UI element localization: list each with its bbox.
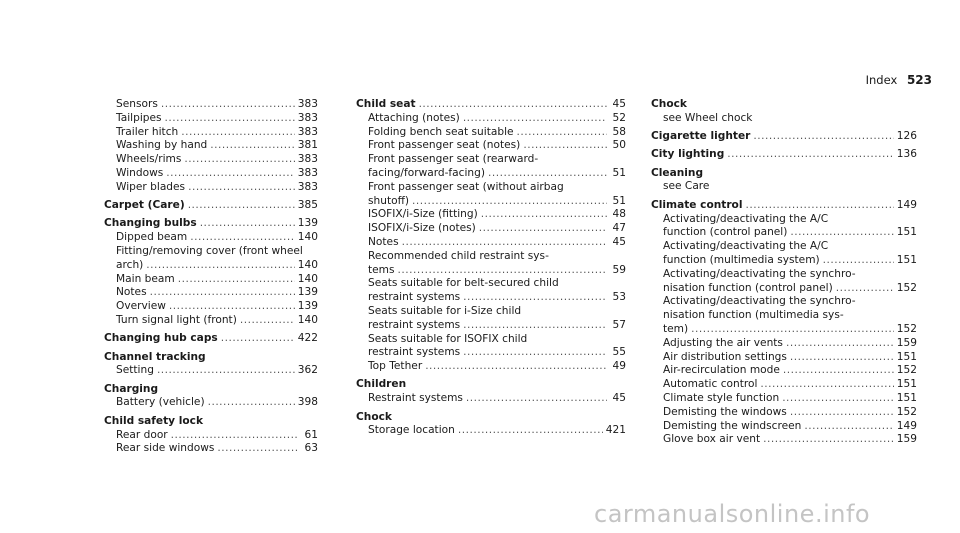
entry-label: Storage location bbox=[368, 424, 455, 437]
entry-label: see Wheel chock bbox=[663, 111, 753, 124]
page-reference: 139 bbox=[297, 300, 318, 313]
page-reference: 58 bbox=[612, 125, 626, 138]
entry-label: Battery (vehicle) bbox=[116, 396, 205, 409]
page-reference: 57 bbox=[612, 318, 626, 331]
index-subentry bbox=[356, 139, 626, 153]
index-subentry bbox=[104, 139, 318, 153]
entry-label: Charging bbox=[104, 382, 159, 395]
entry-label: Windows bbox=[116, 166, 164, 179]
index-subentry bbox=[356, 222, 626, 236]
section-title: Index bbox=[865, 73, 898, 87]
index-subentry bbox=[356, 195, 626, 209]
entry-label: Notes bbox=[116, 286, 147, 299]
page-reference: 45 bbox=[612, 235, 626, 248]
entry-label: Adjusting the air vents bbox=[663, 336, 783, 349]
index-subentry bbox=[104, 259, 318, 273]
page-reference: 383 bbox=[297, 111, 318, 124]
index-column-3 bbox=[651, 98, 917, 447]
dot-leader bbox=[481, 208, 607, 222]
entry-label: Wiper blades bbox=[116, 180, 186, 193]
entry-label: Activating/deactivating the A/C bbox=[663, 212, 829, 225]
dot-leader bbox=[210, 139, 294, 153]
index-subentry bbox=[104, 98, 318, 112]
index-heading bbox=[356, 411, 626, 425]
dot-leader bbox=[190, 231, 295, 245]
entry-label: tems bbox=[368, 263, 395, 276]
index-column-2 bbox=[356, 98, 626, 438]
index-heading bbox=[651, 199, 917, 213]
entry-label: Climate style function bbox=[663, 391, 780, 404]
dot-leader bbox=[150, 286, 295, 300]
entry-label: restraint systems bbox=[368, 346, 461, 359]
page-reference: 152 bbox=[896, 364, 917, 377]
dot-leader bbox=[691, 323, 894, 337]
entry-label: Changing hub caps bbox=[104, 332, 218, 345]
index-subentry bbox=[104, 314, 318, 328]
index-subentry bbox=[104, 167, 318, 181]
dot-leader bbox=[169, 300, 295, 314]
index-subentry-line bbox=[651, 295, 917, 309]
dot-leader bbox=[181, 126, 295, 140]
page-reference: 383 bbox=[297, 153, 318, 166]
page-reference: 149 bbox=[896, 198, 917, 211]
entry-label: Tailpipes bbox=[116, 111, 162, 124]
dot-leader bbox=[165, 112, 295, 126]
dot-leader bbox=[823, 254, 894, 268]
dot-leader bbox=[217, 442, 299, 456]
page-reference: 139 bbox=[297, 286, 318, 299]
index-subentry bbox=[104, 286, 318, 300]
index-subentry bbox=[651, 406, 917, 420]
page-reference: 45 bbox=[612, 392, 626, 405]
dot-leader bbox=[157, 364, 295, 378]
entry-label: Activating/deactivating the A/C bbox=[663, 240, 829, 253]
index-subentry-line bbox=[651, 112, 917, 126]
dot-leader bbox=[178, 273, 295, 287]
entry-label: Front passenger seat (rearward- bbox=[368, 153, 539, 166]
entry-label: Restraint systems bbox=[368, 392, 463, 405]
index-subentry-line bbox=[104, 245, 318, 259]
index-subentry bbox=[356, 319, 626, 333]
dot-leader bbox=[479, 222, 607, 236]
page-reference: 383 bbox=[297, 180, 318, 193]
index-subentry bbox=[104, 442, 318, 456]
entry-label: function (multimedia system) bbox=[663, 253, 820, 266]
page-reference: 59 bbox=[612, 263, 626, 276]
index-subentry bbox=[356, 264, 626, 278]
dot-leader bbox=[161, 98, 295, 112]
entry-label: ISOFIX/i-Size (notes) bbox=[368, 222, 476, 235]
index-subentry bbox=[104, 429, 318, 443]
entry-label: Air-recirculation mode bbox=[663, 364, 780, 377]
index-heading bbox=[651, 98, 917, 112]
entry-label: Seats suitable for belt-secured child bbox=[368, 277, 559, 290]
page-reference: 151 bbox=[896, 253, 917, 266]
index-heading bbox=[104, 199, 318, 213]
index-subentry bbox=[356, 112, 626, 126]
index-subentry bbox=[356, 167, 626, 181]
page-reference: 151 bbox=[896, 391, 917, 404]
page-reference: 51 bbox=[612, 194, 626, 207]
page-reference: 152 bbox=[896, 281, 917, 294]
entry-label: Front passenger seat (without airbag bbox=[368, 180, 564, 193]
index-subentry bbox=[651, 254, 917, 268]
index-subentry bbox=[104, 126, 318, 140]
entry-label: Chock bbox=[356, 410, 392, 423]
index-subentry bbox=[356, 360, 626, 374]
page-reference: 151 bbox=[896, 350, 917, 363]
dot-leader bbox=[146, 259, 294, 273]
entry-label: nisation function (multimedia sys- bbox=[663, 309, 844, 322]
page-reference: 63 bbox=[304, 442, 318, 455]
index-heading bbox=[104, 332, 318, 346]
entry-label: Automatic control bbox=[663, 378, 758, 391]
entry-label: Dipped beam bbox=[116, 231, 188, 244]
entry-label: Rear door bbox=[116, 428, 168, 441]
entry-label: Cleaning bbox=[651, 166, 704, 179]
index-subentry bbox=[104, 231, 318, 245]
entry-label: Wheels/rims bbox=[116, 153, 182, 166]
dot-leader bbox=[760, 378, 893, 392]
entry-label: Folding bench seat suitable bbox=[368, 125, 514, 138]
index-heading bbox=[651, 130, 917, 144]
page-reference: 140 bbox=[297, 313, 318, 326]
index-subentry bbox=[651, 433, 917, 447]
entry-label: nisation function (control panel) bbox=[663, 281, 833, 294]
entry-label: Sensors bbox=[116, 98, 158, 110]
index-subentry bbox=[104, 364, 318, 378]
entry-label: restraint systems bbox=[368, 291, 461, 304]
entry-label: Seats suitable for ISOFIX child bbox=[368, 332, 528, 345]
dot-leader bbox=[523, 139, 607, 153]
entry-label: function (control panel) bbox=[663, 226, 788, 239]
index-subentry bbox=[651, 226, 917, 240]
index-heading bbox=[104, 217, 318, 231]
entry-label: Washing by hand bbox=[116, 139, 208, 152]
page-reference: 422 bbox=[297, 332, 318, 345]
entry-label: Setting bbox=[116, 364, 154, 377]
page-reference: 151 bbox=[896, 378, 917, 391]
page-reference: 50 bbox=[612, 139, 626, 152]
dot-leader bbox=[402, 236, 607, 250]
index-subentry-line bbox=[356, 250, 626, 264]
page-reference: 385 bbox=[297, 199, 318, 212]
entry-label: Demisting the windows bbox=[663, 405, 787, 418]
dot-leader bbox=[463, 291, 607, 305]
index-subentry bbox=[651, 364, 917, 378]
page-reference: 140 bbox=[297, 231, 318, 244]
dot-leader bbox=[517, 126, 607, 140]
page-reference: 139 bbox=[297, 217, 318, 230]
index-heading bbox=[104, 383, 318, 397]
dot-leader bbox=[804, 420, 893, 434]
dot-leader bbox=[463, 346, 607, 360]
index-subentry bbox=[356, 392, 626, 406]
index-subentry bbox=[356, 346, 626, 360]
index-column-1 bbox=[104, 98, 318, 456]
page-reference: 55 bbox=[612, 346, 626, 359]
entry-label: Front passenger seat (notes) bbox=[368, 139, 521, 152]
entry-label: Demisting the windscreen bbox=[663, 419, 802, 432]
page-reference: 152 bbox=[896, 405, 917, 418]
entry-label: ISOFIX/i-Size (fitting) bbox=[368, 208, 478, 221]
page-reference: 52 bbox=[612, 111, 626, 124]
page-reference: 140 bbox=[297, 258, 318, 271]
index-subentry-line bbox=[651, 213, 917, 227]
index-heading bbox=[356, 98, 626, 112]
page-reference: 383 bbox=[297, 166, 318, 179]
page-reference: 126 bbox=[896, 130, 917, 143]
entry-label: City lighting bbox=[651, 148, 725, 161]
entry-label: facing/forward-facing) bbox=[368, 166, 485, 179]
index-subentry bbox=[356, 208, 626, 222]
dot-leader bbox=[463, 112, 607, 126]
page-reference: 381 bbox=[297, 139, 318, 152]
page-reference: 421 bbox=[605, 424, 626, 437]
dot-leader bbox=[425, 360, 607, 374]
index-subentry-line bbox=[356, 181, 626, 195]
index-subentry-line bbox=[356, 333, 626, 347]
dot-leader bbox=[188, 199, 295, 213]
index-subentry-line bbox=[356, 277, 626, 291]
index-subentry-line bbox=[651, 309, 917, 323]
dot-leader bbox=[200, 217, 295, 231]
dot-leader bbox=[208, 396, 295, 410]
entry-label: Air distribution settings bbox=[663, 350, 787, 363]
page-reference: 49 bbox=[612, 360, 626, 373]
dot-leader bbox=[790, 406, 894, 420]
page-reference: 61 bbox=[304, 428, 318, 441]
index-subentry bbox=[651, 323, 917, 337]
dot-leader bbox=[836, 282, 894, 296]
dot-leader bbox=[783, 364, 894, 378]
entry-label: Channel tracking bbox=[104, 350, 206, 363]
entry-label: Activating/deactivating the synchro- bbox=[663, 295, 856, 308]
index-subentry-line bbox=[356, 153, 626, 167]
entry-label: Carpet (Care) bbox=[104, 199, 185, 212]
index-heading bbox=[356, 378, 626, 392]
page-reference: 136 bbox=[896, 148, 917, 161]
entry-label: Seats suitable for i-Size child bbox=[368, 304, 522, 317]
page-reference: 152 bbox=[896, 322, 917, 335]
dot-leader bbox=[188, 181, 295, 195]
dot-leader bbox=[488, 167, 607, 181]
entry-label: Climate control bbox=[651, 198, 743, 211]
entry-label: Turn signal light (front) bbox=[116, 313, 237, 326]
index-subentry bbox=[651, 378, 917, 392]
page-reference: 151 bbox=[896, 226, 917, 239]
page-header bbox=[866, 73, 932, 87]
dot-leader bbox=[221, 332, 295, 346]
index-subentry bbox=[651, 337, 917, 351]
entry-label: Child seat bbox=[356, 98, 416, 110]
dot-leader bbox=[398, 264, 607, 278]
entry-label: tem) bbox=[663, 322, 689, 335]
index-subentry bbox=[356, 291, 626, 305]
page-number: 523 bbox=[906, 73, 932, 87]
index-subentry bbox=[356, 424, 626, 438]
page-reference: 45 bbox=[612, 98, 626, 110]
dot-leader bbox=[184, 153, 294, 167]
index-heading bbox=[104, 415, 318, 429]
dot-leader bbox=[782, 392, 894, 406]
entry-label: Chock bbox=[651, 98, 687, 110]
dot-leader bbox=[763, 433, 894, 447]
page-reference: 383 bbox=[297, 125, 318, 138]
entry-label: Cigarette lighter bbox=[651, 130, 751, 143]
index-heading bbox=[651, 167, 917, 181]
entry-label: Children bbox=[356, 378, 407, 391]
index-heading bbox=[104, 351, 318, 365]
page-reference: 48 bbox=[612, 208, 626, 221]
index-subentry bbox=[651, 282, 917, 296]
index-subentry-line bbox=[651, 240, 917, 254]
page-reference: 398 bbox=[297, 396, 318, 409]
entry-label: Recommended child restraint sys- bbox=[368, 249, 549, 262]
dot-leader bbox=[727, 148, 893, 162]
page-reference: 149 bbox=[896, 419, 917, 432]
dot-leader bbox=[745, 199, 893, 213]
index-subentry bbox=[356, 126, 626, 140]
page-reference: 159 bbox=[896, 336, 917, 349]
entry-label: see Care bbox=[663, 180, 710, 193]
index-subentry-line bbox=[651, 268, 917, 282]
entry-label: Rear side windows bbox=[116, 442, 215, 455]
index-subentry-line bbox=[651, 180, 917, 194]
index-subentry bbox=[651, 351, 917, 365]
watermark: carmanualsonline.info bbox=[594, 500, 871, 528]
entry-label: Top Tether bbox=[368, 360, 423, 373]
dot-leader bbox=[458, 424, 603, 438]
index-subentry bbox=[651, 392, 917, 406]
page-reference: 383 bbox=[297, 98, 318, 110]
dot-leader bbox=[466, 392, 607, 406]
page-reference: 51 bbox=[612, 166, 626, 179]
entry-label: Fitting/removing cover (front wheel bbox=[116, 244, 303, 257]
index-subentry bbox=[104, 112, 318, 126]
dot-leader bbox=[166, 167, 294, 181]
entry-label: Main beam bbox=[116, 272, 175, 285]
dot-leader bbox=[753, 130, 893, 144]
dot-leader bbox=[412, 195, 607, 209]
entry-label: arch) bbox=[116, 258, 144, 271]
dot-leader bbox=[790, 226, 893, 240]
dot-leader bbox=[463, 319, 607, 333]
entry-label: restraint systems bbox=[368, 318, 461, 331]
page-reference: 159 bbox=[896, 433, 917, 446]
entry-label: Trailer hitch bbox=[116, 125, 179, 138]
dot-leader bbox=[171, 429, 299, 443]
entry-label: Overview bbox=[116, 300, 166, 313]
index-subentry bbox=[104, 396, 318, 410]
entry-label: Child safety lock bbox=[104, 414, 203, 427]
index-subentry bbox=[104, 300, 318, 314]
dot-leader bbox=[240, 314, 295, 328]
entry-label: Glove box air vent bbox=[663, 433, 761, 446]
entry-label: Changing bulbs bbox=[104, 217, 197, 230]
index-subentry bbox=[104, 273, 318, 287]
page-reference: 47 bbox=[612, 222, 626, 235]
page-reference: 53 bbox=[612, 291, 626, 304]
index-subentry bbox=[104, 153, 318, 167]
dot-leader bbox=[419, 98, 607, 112]
entry-label: Attaching (notes) bbox=[368, 111, 460, 124]
page-reference: 140 bbox=[297, 272, 318, 285]
page-reference: 362 bbox=[297, 364, 318, 377]
index-subentry bbox=[651, 420, 917, 434]
dot-leader bbox=[790, 351, 894, 365]
index-subentry bbox=[104, 181, 318, 195]
index-heading bbox=[651, 148, 917, 162]
entry-label: Activating/deactivating the synchro- bbox=[663, 267, 856, 280]
entry-label: shutoff) bbox=[368, 194, 410, 207]
dot-leader bbox=[786, 337, 894, 351]
index-subentry-line bbox=[356, 305, 626, 319]
index-subentry bbox=[356, 236, 626, 250]
entry-label: Notes bbox=[368, 235, 399, 248]
